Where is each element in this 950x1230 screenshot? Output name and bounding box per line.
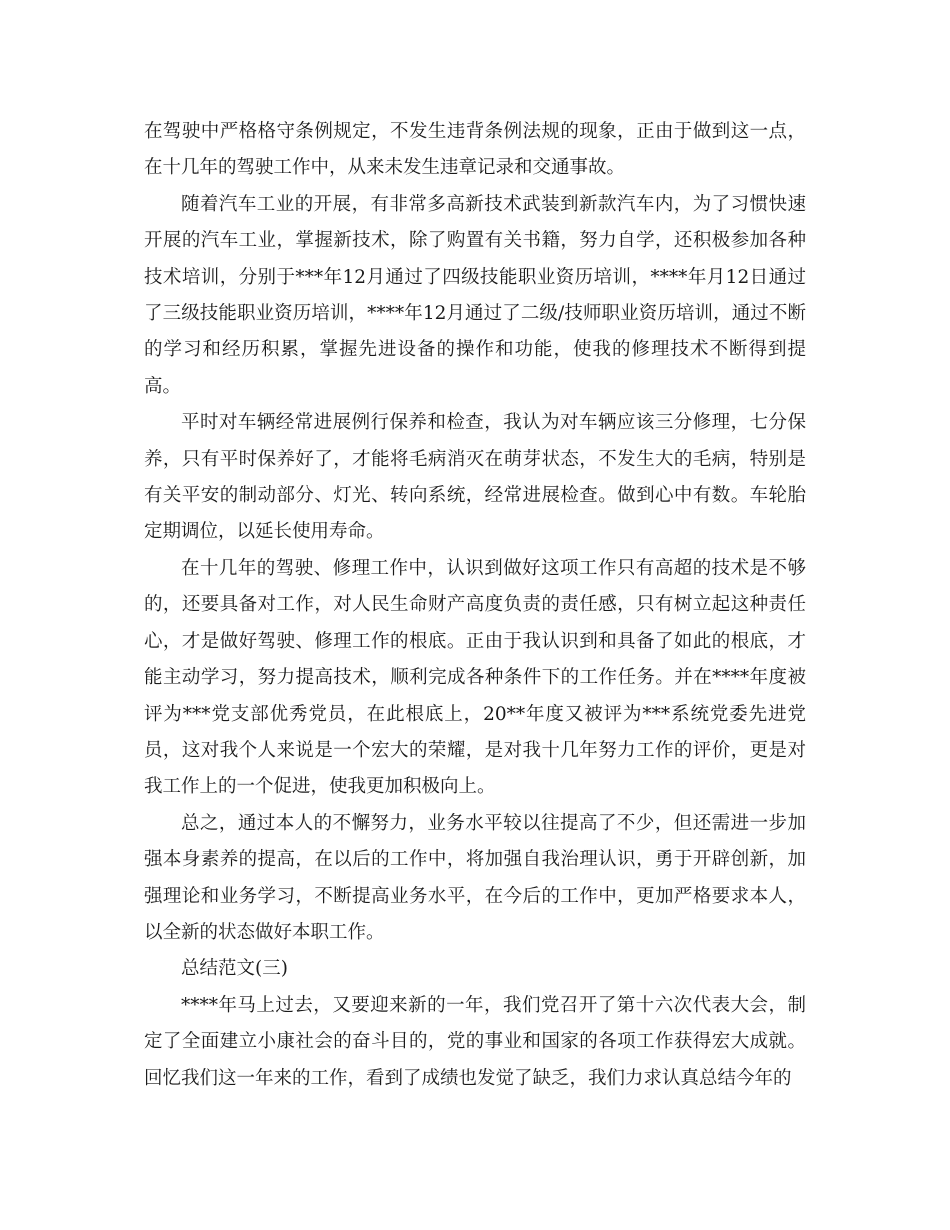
section-heading: 总结范文(三) bbox=[181, 958, 288, 980]
document-body bbox=[144, 114, 806, 1097]
paragraph-technical-training: 随着汽车工业的开展，有非常多高新技术武装到新款汽车内，为了习惯快速开展的汽车工业，掌握新技术，除了购置有关书籍，努力自学，还积极参加各种技术培训，分别于***年12月通过了四级技能职业资历培训，****年月12日通过了三级技能职业资历培训，****年12月通过了二级/技师职业资历培训，通过不断的学习和经历积累，掌握先进设备的操作和功能，使我的修理技术不断得到提高。 bbox=[144, 193, 806, 397]
paragraph-conclusion: 总之，通过本人的不懈努力，业务水平较以往提高了不少，但还需进一步加强本身素养的提高，在以后的工作中，将加强自我治理认识，勇于开辟创新，加强理论和业务学习，不断提高业务水平，在今后的工作中，更加严格要求本人，以全新的状态做好本职工作。 bbox=[144, 812, 806, 943]
paragraph-responsibility-honors: 在十几年的驾驶、修理工作中，认识到做好这项工作只有高超的技术是不够的，还要具备对工作，对人民生命财产高度负责的责任感，只有树立起这种责任心，才是做好驾驶、修理工作的根底。正由于我认识到和具备了如此的根底，才能主动学习，努力提高技术，顺利完成各种条件下的工作任务。并在****年度被评为***党支部优秀党员，在此根底上，20**年度又被评为***系统党委先进党员，这对我个人来说是一个宏大的荣耀，是对我十几年努力工作的评价，更是对我工作上的一个促进，使我更加积极向上。 bbox=[144, 557, 806, 798]
paragraph-driving-compliance: 在驾驶中严格格守条例规定，不发生违背条例法规的现象，正由于做到这一点，在十几年的驾驶工作中，从来未发生违章记录和交通事故。 bbox=[144, 121, 806, 179]
paragraph-vehicle-maintenance: 平时对车辆经常进展例行保养和检查，我认为对车辆应该三分修理，七分保养，只有平时保养好了，才能将毛病消灭在萌芽状态，不发生大的毛病，特别是有关平安的制动部分、灯光、转向系统，经常进展检查。做到心中有数。车轮胎定期调位，以延长使用寿命。 bbox=[144, 412, 806, 543]
paragraph-year-review: ****年马上过去，又要迎来新的一年，我们党召开了第十六次代表大会，制定了全面建立小康社会的奋斗目的，党的事业和国家的各项工作获得宏大成就。回忆我们这一年来的工作，看到了成绩也发觉了缺乏，我们力求认真总结今年的 bbox=[144, 994, 806, 1089]
